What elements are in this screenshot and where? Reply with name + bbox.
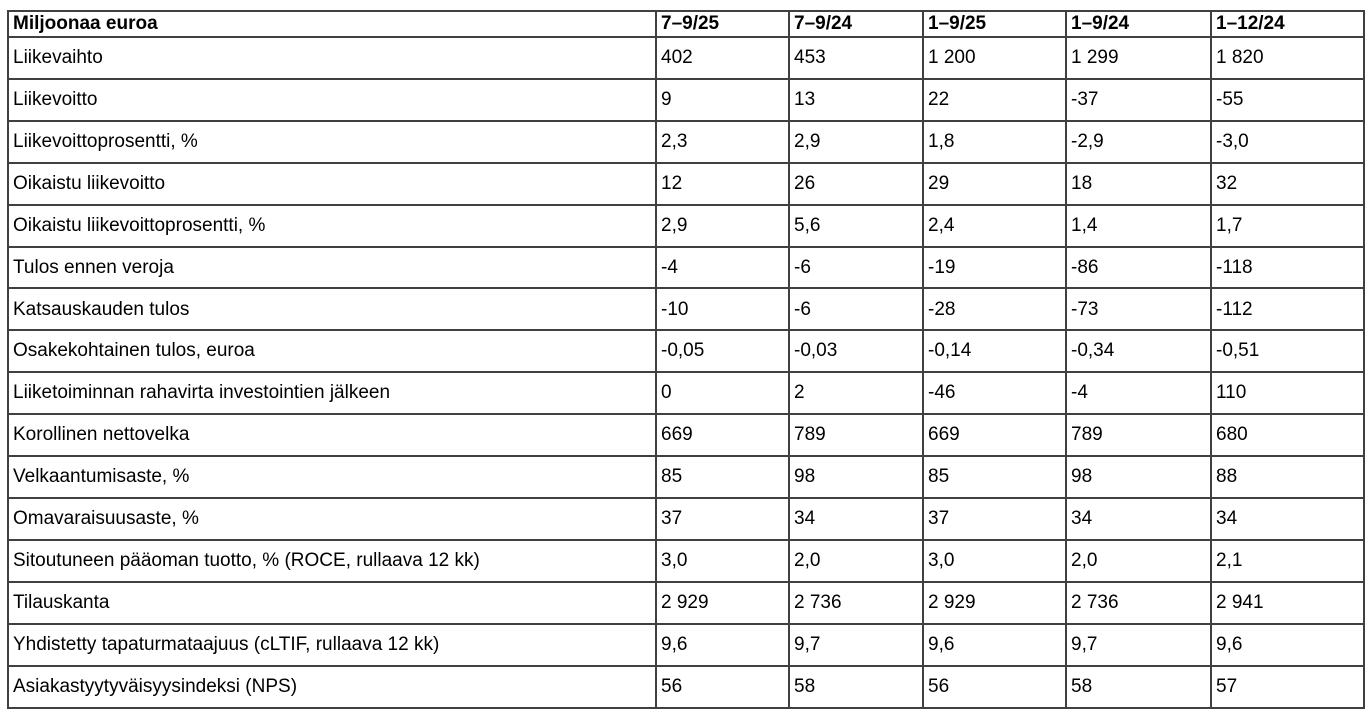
row-label: Tulos ennen veroja	[8, 247, 656, 289]
cell-value: 669	[923, 414, 1066, 456]
cell-value: 9,6	[923, 624, 1066, 666]
table-row	[8, 79, 1364, 121]
financial-kpi-table	[7, 10, 1365, 709]
cell-value: 13	[789, 79, 923, 121]
column-header-q3-25: 7–9/25	[656, 11, 789, 37]
cell-value: -0,34	[1066, 330, 1211, 372]
cell-value: -86	[1066, 247, 1211, 289]
cell-value: -4	[1066, 372, 1211, 414]
cell-value: 0	[656, 372, 789, 414]
table-body	[8, 37, 1364, 708]
cell-value: 98	[1066, 456, 1211, 498]
cell-value: 2,1	[1211, 540, 1364, 582]
cell-value: 3,0	[656, 540, 789, 582]
cell-value: 9,7	[789, 624, 923, 666]
row-label: Katsauskauden tulos	[8, 288, 656, 330]
cell-value: 2 941	[1211, 582, 1364, 624]
cell-value: 26	[789, 163, 923, 205]
cell-value: -28	[923, 288, 1066, 330]
cell-value: -37	[1066, 79, 1211, 121]
row-label: Liikevoitto	[8, 79, 656, 121]
table-row	[8, 247, 1364, 289]
cell-value: -0,03	[789, 330, 923, 372]
cell-value: 9,7	[1066, 624, 1211, 666]
cell-value: 1 299	[1066, 37, 1211, 79]
cell-value: 2,0	[1066, 540, 1211, 582]
table-row	[8, 456, 1364, 498]
column-header-9m-25: 1–9/25	[923, 11, 1066, 37]
cell-value: 98	[789, 456, 923, 498]
row-label: Liikevaihto	[8, 37, 656, 79]
cell-value: 669	[656, 414, 789, 456]
cell-value: 57	[1211, 666, 1364, 708]
cell-value: -6	[789, 247, 923, 289]
cell-value: 1,4	[1066, 205, 1211, 247]
table-row	[8, 498, 1364, 540]
cell-value: -10	[656, 288, 789, 330]
row-label: Sitoutuneen pääoman tuotto, % (ROCE, rullaava 12 kk)	[8, 540, 656, 582]
cell-value: -0,05	[656, 330, 789, 372]
table-row	[8, 666, 1364, 708]
cell-value: 85	[923, 456, 1066, 498]
cell-value: 29	[923, 163, 1066, 205]
cell-value: 34	[1211, 498, 1364, 540]
row-label: Velkaantumisaste, %	[8, 456, 656, 498]
table-row	[8, 624, 1364, 666]
row-label: Asiakastyytyväisyysindeksi (NPS)	[8, 666, 656, 708]
cell-value: 22	[923, 79, 1066, 121]
cell-value: 12	[656, 163, 789, 205]
cell-value: 5,6	[789, 205, 923, 247]
cell-value: -3,0	[1211, 121, 1364, 163]
cell-value: 88	[1211, 456, 1364, 498]
table-row	[8, 540, 1364, 582]
cell-value: -46	[923, 372, 1066, 414]
cell-value: 2 736	[789, 582, 923, 624]
table-row	[8, 163, 1364, 205]
cell-value: 2,9	[656, 205, 789, 247]
cell-value: -118	[1211, 247, 1364, 289]
cell-value: -0,51	[1211, 330, 1364, 372]
table-row	[8, 288, 1364, 330]
cell-value: 680	[1211, 414, 1364, 456]
row-label: Tilauskanta	[8, 582, 656, 624]
column-header-metric: Miljoonaa euroa	[8, 11, 656, 37]
cell-value: 58	[1066, 666, 1211, 708]
cell-value: 56	[656, 666, 789, 708]
row-label: Oikaistu liikevoittoprosentti, %	[8, 205, 656, 247]
cell-value: -6	[789, 288, 923, 330]
table-row	[8, 372, 1364, 414]
table-row	[8, 330, 1364, 372]
cell-value: 9,6	[1211, 624, 1364, 666]
cell-value: 32	[1211, 163, 1364, 205]
cell-value: -112	[1211, 288, 1364, 330]
cell-value: 1,7	[1211, 205, 1364, 247]
row-label: Liiketoiminnan rahavirta investointien jälkeen	[8, 372, 656, 414]
cell-value: 56	[923, 666, 1066, 708]
cell-value: 2 736	[1066, 582, 1211, 624]
cell-value: 1,8	[923, 121, 1066, 163]
cell-value: -73	[1066, 288, 1211, 330]
cell-value: 9,6	[656, 624, 789, 666]
table-row	[8, 582, 1364, 624]
cell-value: 85	[656, 456, 789, 498]
row-label: Oikaistu liikevoitto	[8, 163, 656, 205]
cell-value: 9	[656, 79, 789, 121]
cell-value: 3,0	[923, 540, 1066, 582]
cell-value: 1 820	[1211, 37, 1364, 79]
cell-value: 34	[1066, 498, 1211, 540]
cell-value: 2,3	[656, 121, 789, 163]
table-row	[8, 37, 1364, 79]
column-header-9m-24: 1–9/24	[1066, 11, 1211, 37]
cell-value: -19	[923, 247, 1066, 289]
cell-value: 18	[1066, 163, 1211, 205]
row-label: Omavaraisuusaste, %	[8, 498, 656, 540]
cell-value: 2,0	[789, 540, 923, 582]
row-label: Yhdistetty tapaturmataajuus (cLTIF, rullaava 12 kk)	[8, 624, 656, 666]
cell-value: 789	[1066, 414, 1211, 456]
cell-value: -0,14	[923, 330, 1066, 372]
cell-value: 2 929	[923, 582, 1066, 624]
table-row	[8, 121, 1364, 163]
cell-value: 37	[923, 498, 1066, 540]
cell-value: 34	[789, 498, 923, 540]
row-label: Liikevoittoprosentti, %	[8, 121, 656, 163]
row-label: Korollinen nettovelka	[8, 414, 656, 456]
cell-value: 58	[789, 666, 923, 708]
column-header-q3-24: 7–9/24	[789, 11, 923, 37]
table-row	[8, 205, 1364, 247]
table-row	[8, 414, 1364, 456]
header-row	[8, 11, 1364, 37]
column-header-fy-24: 1–12/24	[1211, 11, 1364, 37]
cell-value: 789	[789, 414, 923, 456]
cell-value: -4	[656, 247, 789, 289]
cell-value: 2,4	[923, 205, 1066, 247]
cell-value: 453	[789, 37, 923, 79]
row-label: Osakekohtainen tulos, euroa	[8, 330, 656, 372]
cell-value: 402	[656, 37, 789, 79]
cell-value: 2	[789, 372, 923, 414]
cell-value: -2,9	[1066, 121, 1211, 163]
cell-value: 1 200	[923, 37, 1066, 79]
cell-value: 37	[656, 498, 789, 540]
cell-value: -55	[1211, 79, 1364, 121]
cell-value: 110	[1211, 372, 1364, 414]
cell-value: 2,9	[789, 121, 923, 163]
cell-value: 2 929	[656, 582, 789, 624]
